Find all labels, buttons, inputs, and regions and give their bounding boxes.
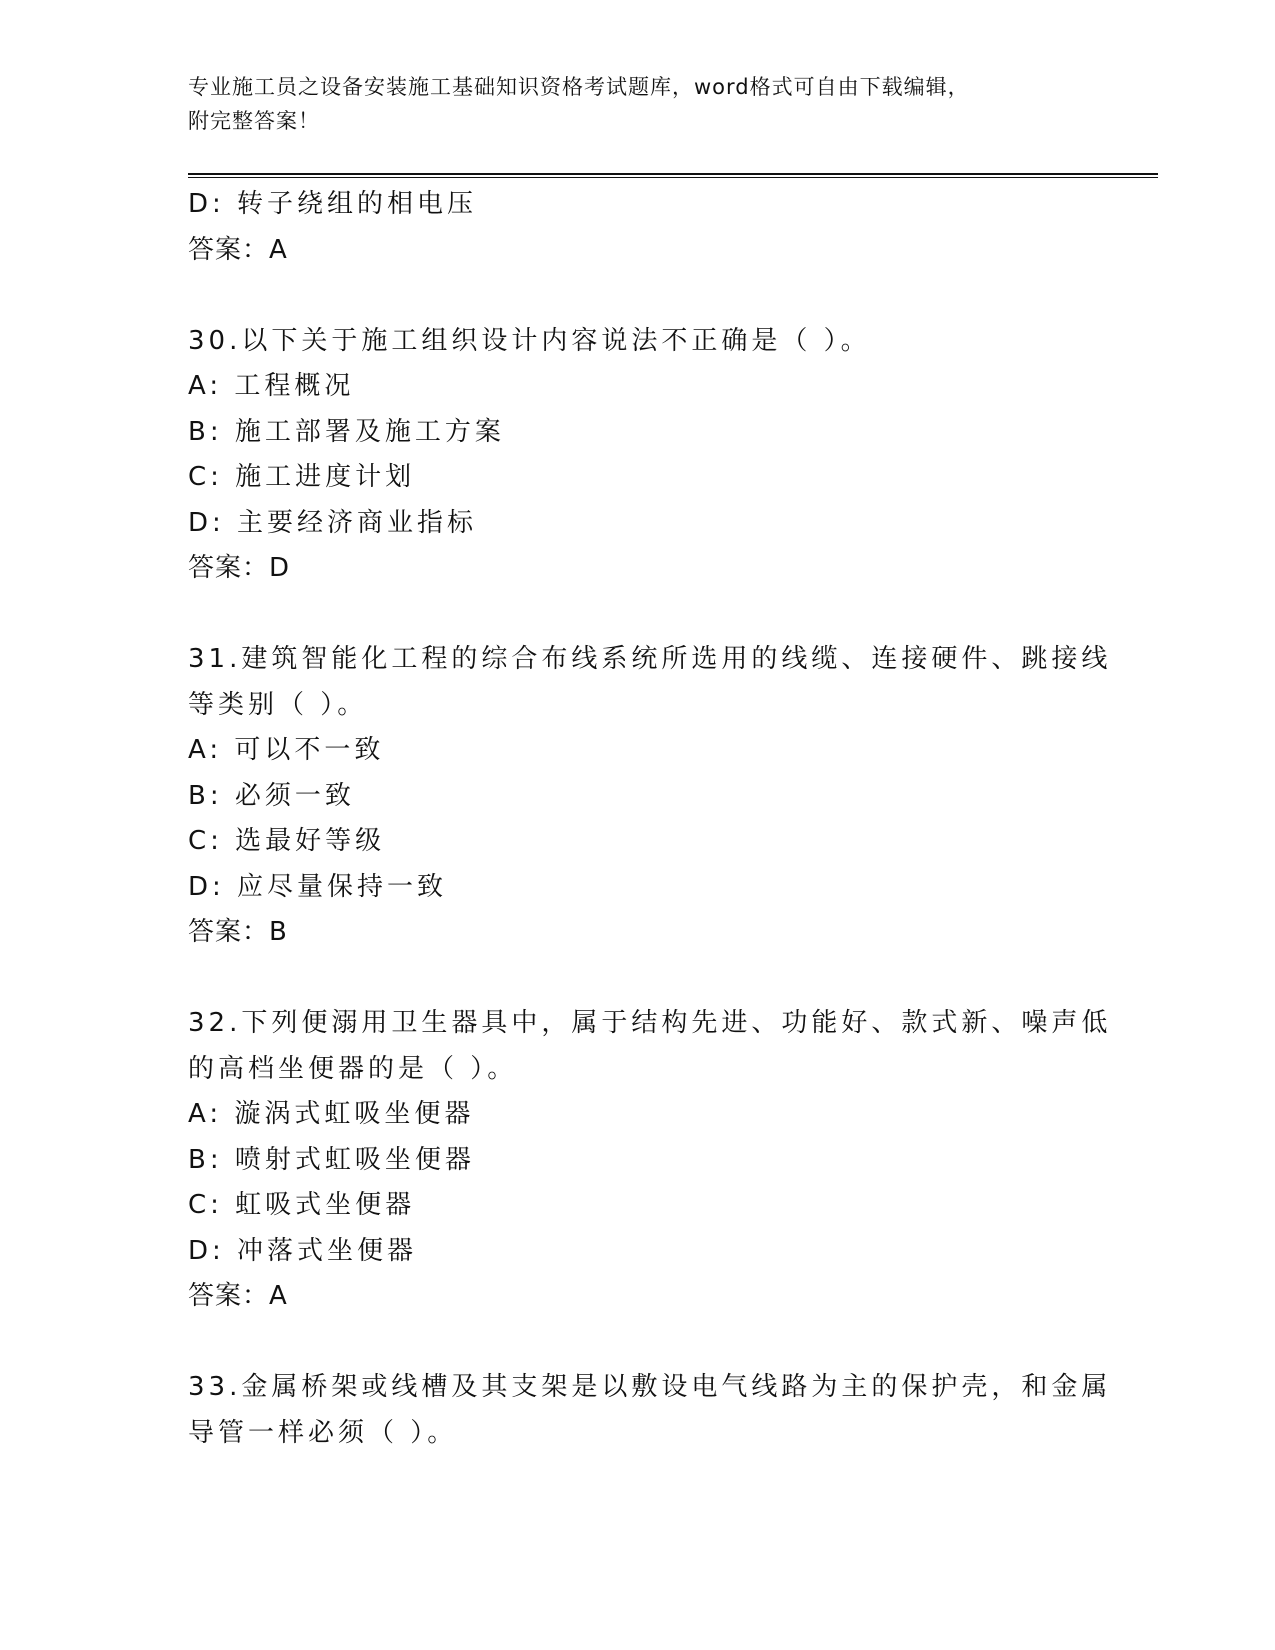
question-stem: 31.建筑智能化工程的综合布线系统所选用的线缆、连接硬件、跳接线 — [188, 644, 1112, 674]
option-b: B: 施工部署及施工方案 — [188, 416, 505, 447]
option-c: C: 施工进度计划 — [188, 462, 416, 492]
question-block — [188, 319, 1158, 592]
question-stem-continued: 的高档坐便器的是（ ）。 — [188, 1053, 518, 1084]
question-stem: 33.金属桥架或线槽及其支架是以敷设电气线路为主的保护壳，和金属 — [188, 1372, 1112, 1402]
question-block — [188, 637, 1158, 956]
option-d: D: 主要经济商业指标 — [188, 507, 478, 538]
option-a: A: 工程概况 — [188, 371, 355, 401]
option-b: B: 必须一致 — [188, 780, 355, 811]
option-c: C: 选最好等级 — [188, 826, 386, 856]
question-block — [188, 1365, 1158, 1456]
question-stem-continued: 导管一样必须（ ）。 — [188, 1417, 458, 1448]
document-header: 专业施工员之设备安装施工基础知识资格考试题库，word格式可自由下载编辑， 附完整答案！ — [188, 75, 970, 133]
answer-line: 答案：D — [188, 553, 291, 583]
question-stem-continued: 等类别（ ）。 — [188, 689, 368, 720]
question-block — [188, 1001, 1158, 1320]
option-c: C: 虹吸式坐便器 — [188, 1190, 416, 1220]
answer-line: 答案：B — [188, 917, 288, 947]
question-stem: 32.下列便溺用卫生器具中，属于结构先进、功能好、款式新、噪声低 — [188, 1008, 1112, 1038]
option-a: A: 可以不一致 — [188, 735, 385, 765]
answer-line: 答案：A — [188, 234, 288, 265]
question-list — [188, 182, 1158, 1456]
option-d: D: 应尽量保持一致 — [188, 871, 448, 902]
document-page — [188, 70, 1158, 1456]
option-d: D: 转子绕组的相电压 — [188, 189, 478, 219]
question-stem: 30.以下关于施工组织设计内容说法不正确是（ ）。 — [188, 325, 871, 356]
header-divider — [188, 173, 1158, 178]
option-b: B: 喷射式虹吸坐便器 — [188, 1144, 475, 1175]
option-a: A: 漩涡式虹吸坐便器 — [188, 1099, 475, 1129]
option-d: D: 冲落式坐便器 — [188, 1235, 418, 1266]
answer-line: 答案：A — [188, 1281, 288, 1311]
